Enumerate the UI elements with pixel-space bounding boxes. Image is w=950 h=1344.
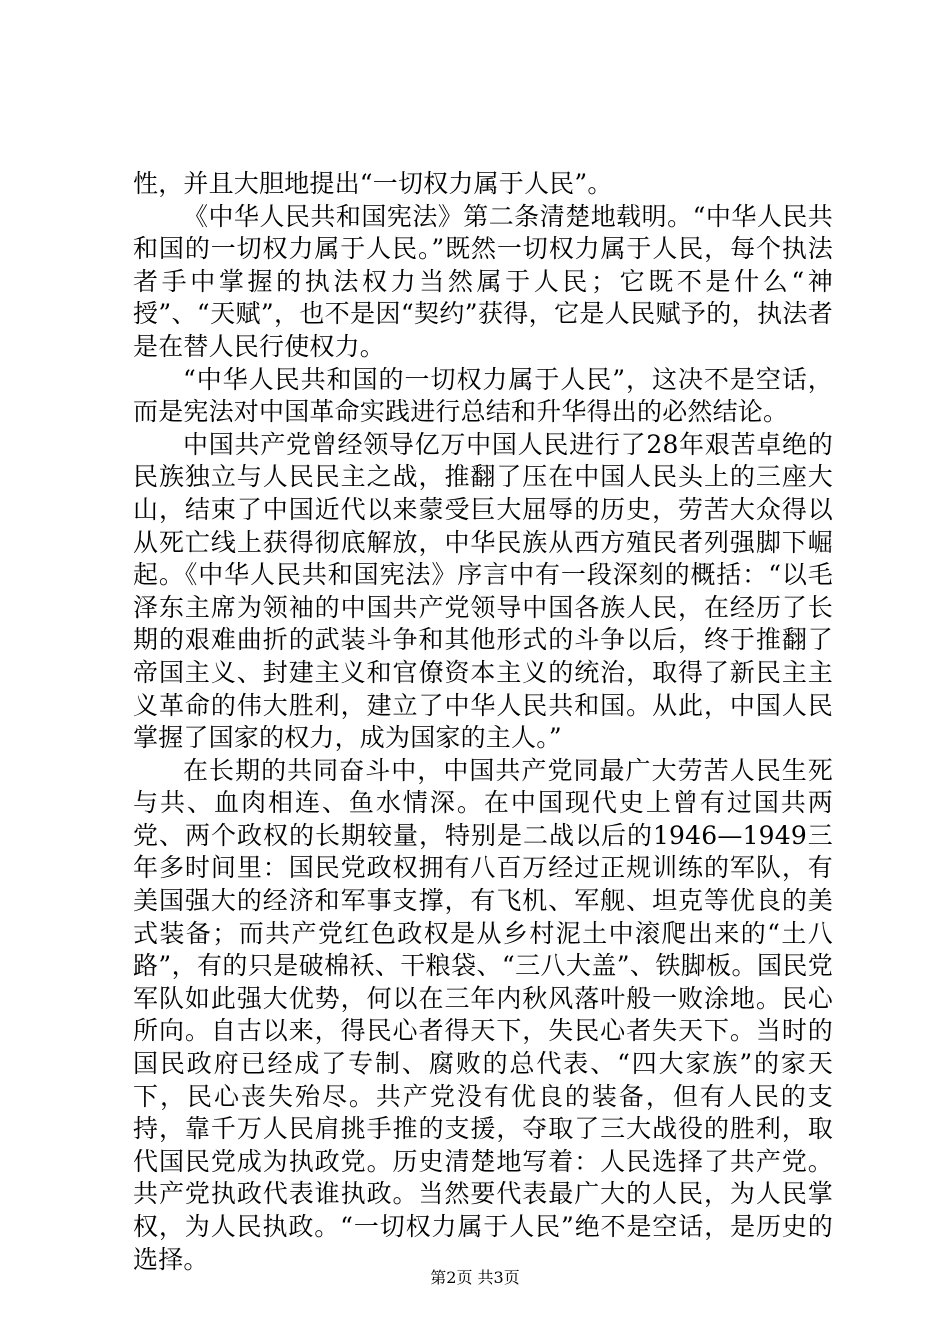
document-body xyxy=(133,168,833,1276)
paragraph-constitution-article: 《中华人民共和国宪法》第二条清楚地载明。“中华人民共和国的一切权力属于人民。”既然一切权力属于人民，每个执法者手中掌握的执法权力当然属于人民；它既不是什么“神授”、“天赋”，也不是因“契约”获得，它是人民赋予的，执法者是在替人民行使权力。 xyxy=(133,201,833,361)
paragraph-people-choice: 在长期的共同奋斗中，中国共产党同最广大劳苦人民生死与共、血肉相连、鱼水情深。在中国现代史上曾有过国共两党、两个政权的长期较量，特别是二战以后的1946—1949三年多时间里：国民党政权拥有八百万经过正规训练的军队，有美国强大的经济和军事支撑，有飞机、军舰、坦克等优良的美式装备；而共产党红色政权是从乡村泥土中滚爬出来的“土八路”，有的只是破棉袄、干粮袋、“三八大盖”、铁脚板。国民党军队如此强大优势，何以在三年内秋风落叶般一败涂地。民心所向。自古以来，得民心者得天下，失民心者失天下。当时的国民政府已经成了专制、腐败的总代表、“四大家族”的家天下，民心丧失殆尽。共产党没有优良的装备，但有人民的支持，靠千万人民肩挑手推的支援，夺取了三大战役的胜利，取代国民党成为执政党。历史清楚地写着：人民选择了共产党。共产党执政代表谁执政。当然要代表最广大的人民，为人民掌权，为人民执政。“一切权力属于人民”绝不是空话，是历史的选择。 xyxy=(133,755,833,1274)
paragraph-revolution-history: 中国共产党曾经领导亿万中国人民进行了28年艰苦卓绝的民族独立与人民民主之战，推翻了压在中国人民头上的三座大山，结束了中国近代以来蒙受巨大屈辱的历史，劳苦大众得以从死亡线上获得彻底解放，中华民族从西方殖民者列强脚下崛起。《中华人民共和国宪法》序言中有一段深刻的概括：“以毛泽东主席为领袖的中国共产党领导中国各族人民，在经历了长期的艰难曲折的武装斗争和其他形式的斗争以后，终于推翻了帝国主义、封建主义和官僚资本主义的统治，取得了新民主主义革命的伟大胜利，建立了中华人民共和国。从此，中国人民掌握了国家的权力，成为国家的主人。” xyxy=(133,429,833,753)
paragraph-continuation: 性，并且大胆地提出“一切权力属于人民”。 xyxy=(133,169,613,198)
paragraph-conclusion: “中华人民共和国的一切权力属于人民”，这决不是空话，而是宪法对中国革命实践进行总结和升华得出的必然结论。 xyxy=(133,364,833,427)
page-number-footer: 第2页 共3页 xyxy=(430,1268,520,1287)
